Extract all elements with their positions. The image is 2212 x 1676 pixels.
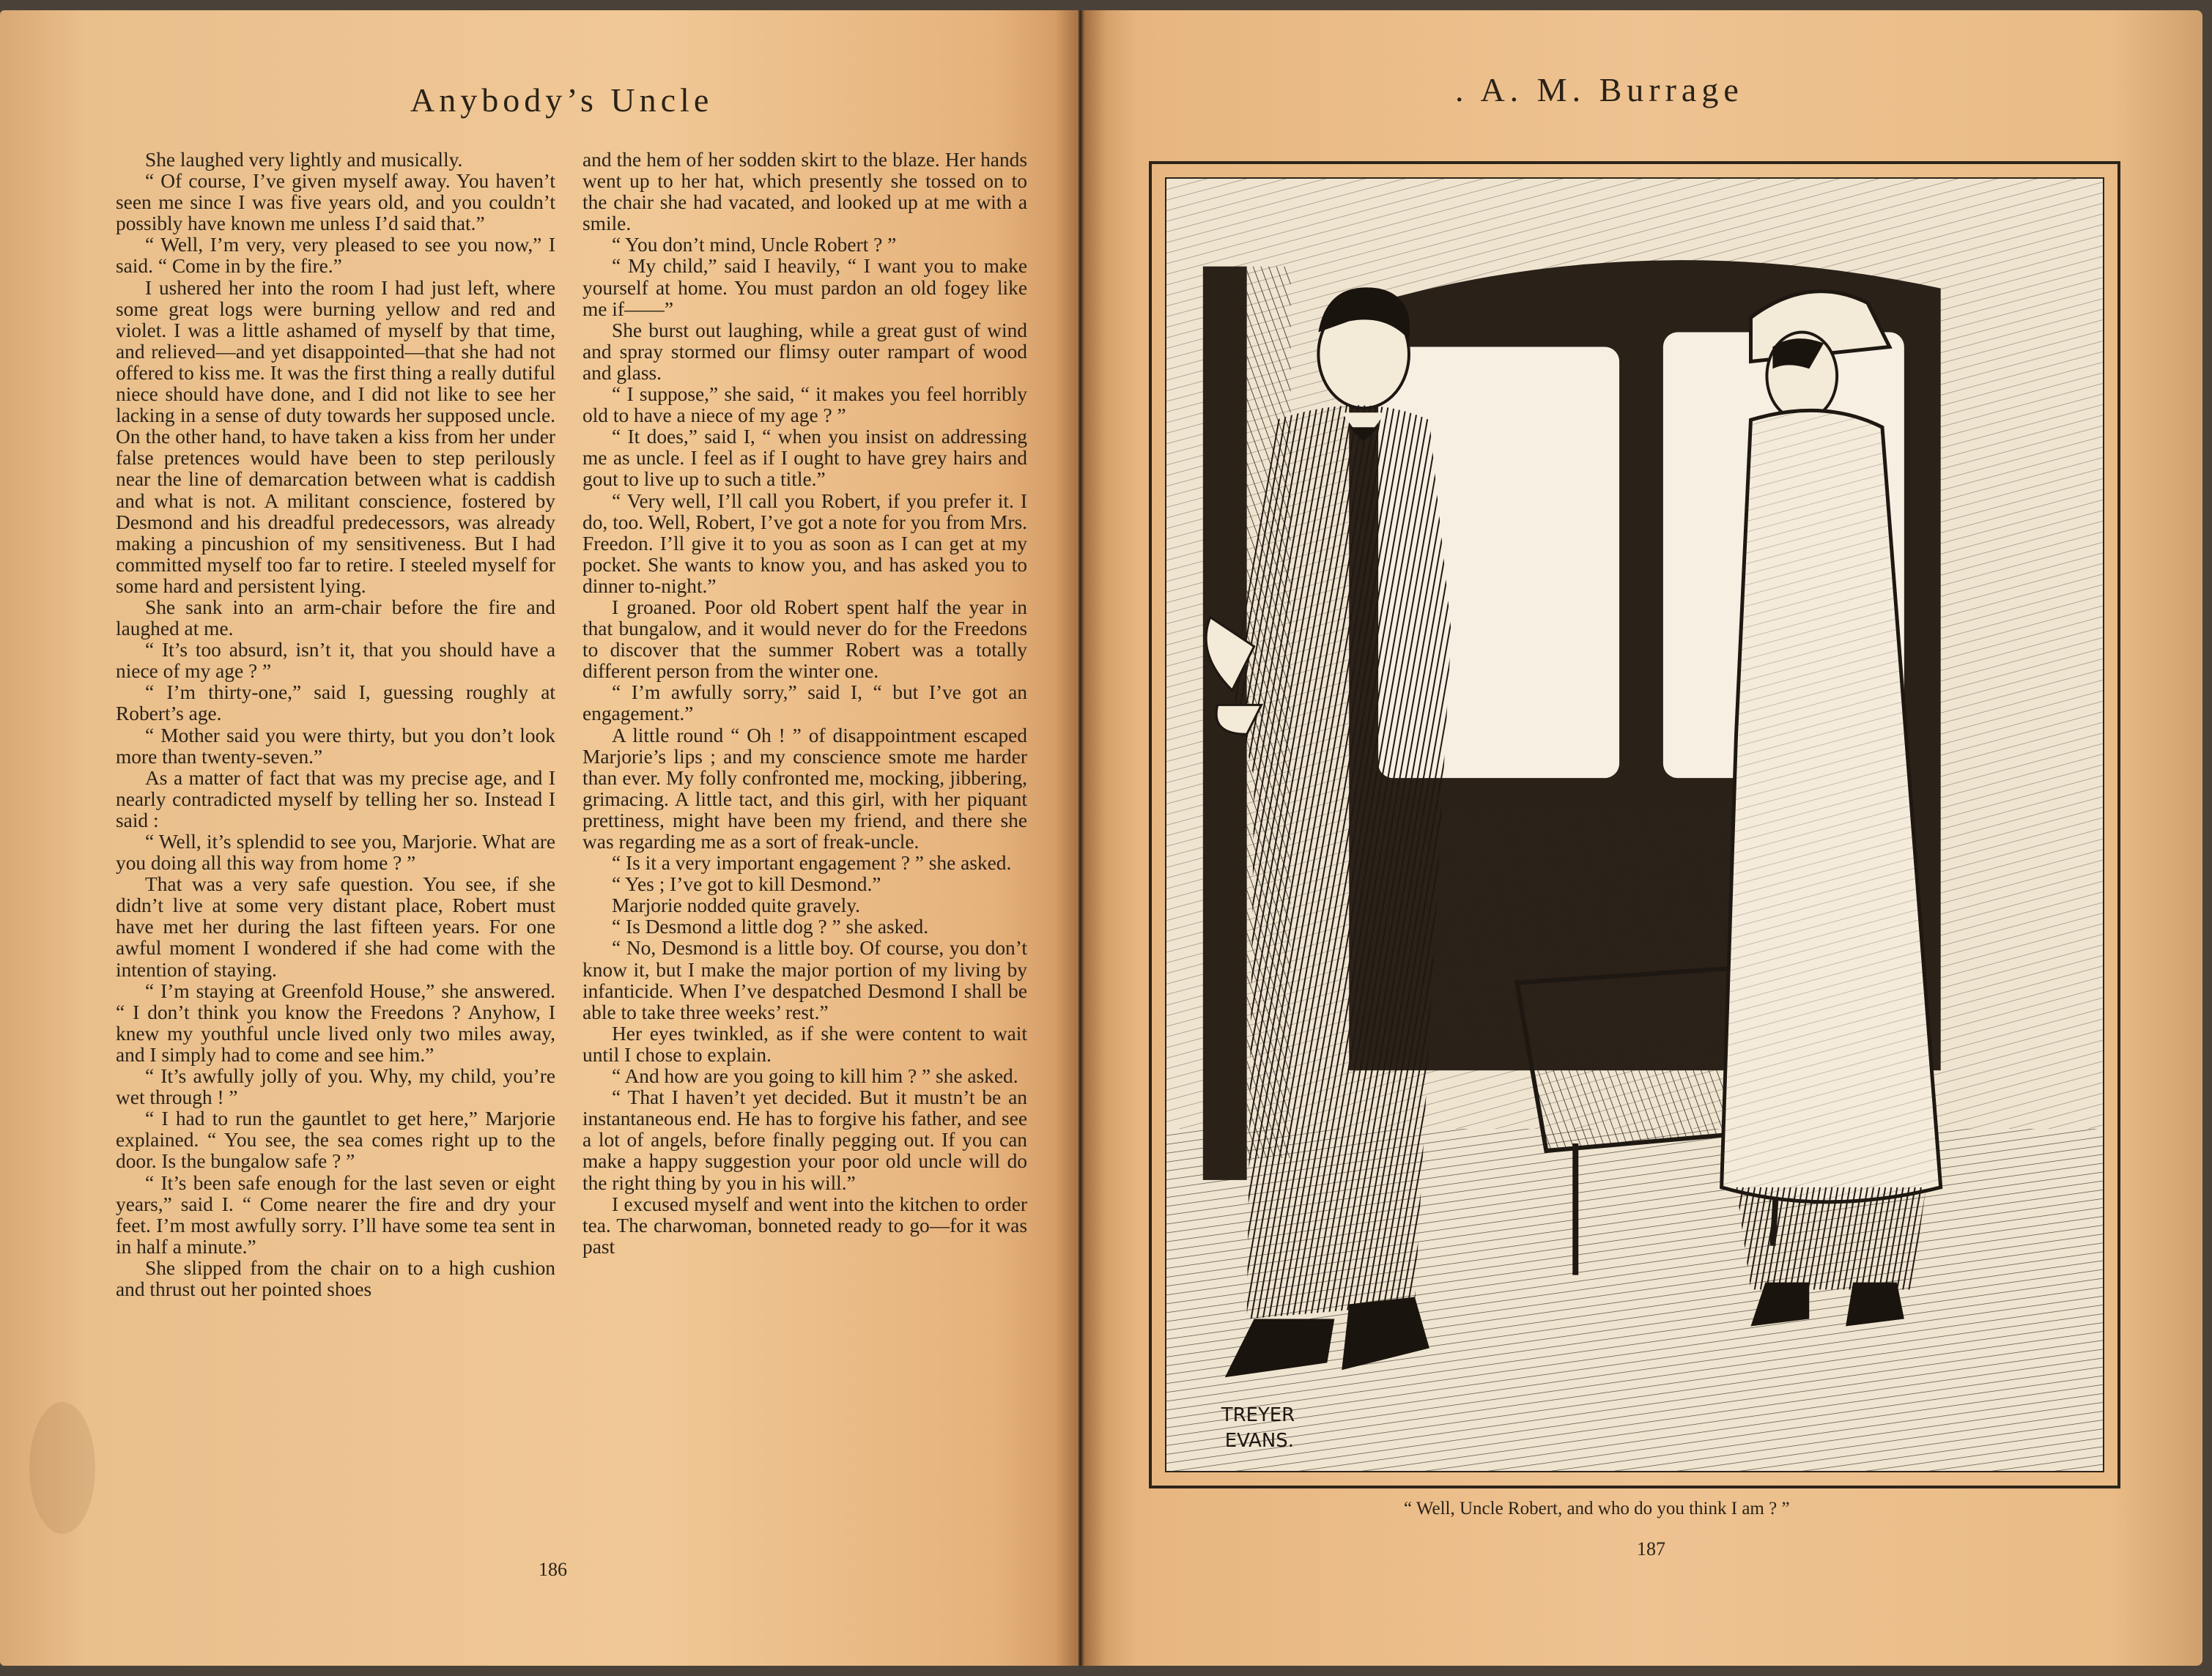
paragraph-continuation: and the hem of her sodden skirt to the blaze. Her hands went up to her hat, which presently she tossed on to the chair she had vacated, and looked up at me with a smile. xyxy=(582,149,1027,235)
running-head-left: Anybody’s Uncle xyxy=(410,81,714,119)
illustration-caption: “ Well, Uncle Robert, and who do you think I am ? ” xyxy=(1404,1499,1790,1519)
paragraph: As a matter of fact that was my precise age, and I nearly contradicted myself by telling her so. Instead I said : xyxy=(116,766,555,831)
paragraph: “ I’m thirty-one,” said I, guessing roughly at Robert’s age. xyxy=(116,681,555,725)
illustration-drawing xyxy=(1166,179,2103,1471)
paragraph: She burst out laughing, while a great gust of wind and spray stormed our flimsy outer rampart of wood and glass. xyxy=(582,319,1027,384)
illustration-frame xyxy=(1149,161,2120,1488)
paragraph: “ Of course, I’ve given myself away. You haven’t seen me since I was five years old, and you couldn’t possibly have known me unless I’d said that.” xyxy=(116,170,555,235)
paragraph: That was a very safe question. You see, if she didn’t live at some very distant place, Robert must have met her during the last fifteen years. For one awful moment I wondered if she had come with the intention of staying. xyxy=(116,873,555,981)
paragraph: “ I suppose,” she said, “ it makes you feel horribly old to have a niece of my age ? ” xyxy=(582,383,1027,427)
paper-stain xyxy=(29,1402,95,1534)
paragraph: “ Is Desmond a little dog ? ” she asked. xyxy=(612,916,929,938)
paragraph: She slipped from the chair on to a high cushion and thrust out her pointed shoes xyxy=(116,1256,555,1300)
artist-signature-line1: TREYER xyxy=(1221,1404,1295,1427)
paragraph: “ That I haven’t yet decided. But it mustn’t be an instantaneous end. He has to forgive his father, and see a lot of angels, before finally pegging out. If you can make a happy suggestion your poor old uncle will do the right thing by you in his will.” xyxy=(582,1086,1027,1194)
paragraph: “ I’m staying at Greenfold House,” she answered. “ I don’t think you know the Freedons ? Anyhow, I knew my youthful uncle lived only two miles away, and I simply had to come and see him.” xyxy=(116,979,555,1066)
running-head-right: . A. M. Burrage xyxy=(1455,71,1744,108)
left-page xyxy=(0,10,1079,1666)
paragraph: I ushered her into the room I had just left, where some great logs were burning yellow and red and violet. I was a little ashamed of myself by that time, and relieved—and yet disappointed—that she had not offered to kiss me. It was the first thing a really dutiful niece should have done, and I did not like to see her lacking in a sense of duty towards her supposed uncle. On the other hand, to have taken a kiss from her under false pretences would have been to step perilously near the line of demarcation between what is caddish and what is not. A militant conscience, fostered by Desmond and his dreadful predecessors, was already making a pincushion of my sensitiveness. But I had committed myself too far to retire. I steeled myself for some hard and persistent lying. xyxy=(116,276,555,597)
paragraph: “ Mother said you were thirty, but you don’t look more than twenty-seven.” xyxy=(116,724,555,768)
paragraph: “ I had to run the gauntlet to get here,” Marjorie explained. “ You see, the sea comes right up to the door. Is the bungalow safe ? ” xyxy=(116,1108,555,1173)
text-column-b xyxy=(582,149,1027,1258)
paragraph: “ Well, it’s splendid to see you, Marjorie. What are you doing all this way from home ? ” xyxy=(116,831,555,875)
paragraph: “ It does,” said I, “ when you insist on addressing me as uncle. I feel as if I ought to have grey hairs and gout to live up to such a title.” xyxy=(582,426,1027,491)
paragraph: “ It’s too absurd, isn’t it, that you should have a niece of my age ? ” xyxy=(116,639,555,683)
paragraph: “ It’s awfully jolly of you. Why, my child, you’re wet through ! ” xyxy=(116,1065,555,1109)
paragraph: I excused myself and went into the kitchen to order tea. The charwoman, bonneted ready to go—for it was past xyxy=(582,1193,1027,1258)
paragraph: “ I’m awfully sorry,” said I, “ but I’ve got an engagement.” xyxy=(582,681,1027,725)
illustration xyxy=(1165,177,2104,1472)
artist-signature-line2: EVANS. xyxy=(1224,1430,1294,1453)
paragraph: “ Yes ; I’ve got to kill Desmond.” xyxy=(612,873,881,896)
text-column-a xyxy=(116,149,555,1300)
paragraph: She laughed very lightly and musically. xyxy=(145,149,463,171)
paragraph: Marjorie nodded quite gravely. xyxy=(612,894,860,917)
page-number-left: 186 xyxy=(539,1559,567,1580)
paragraph: “ Well, I’m very, very pleased to see you now,” I said. “ Come in by the fire.” xyxy=(116,234,555,278)
paragraph: “ Is it a very important engagement ? ” she asked. xyxy=(612,852,1012,875)
page-number-right: 187 xyxy=(1637,1538,1665,1560)
paragraph: “ You don’t mind, Uncle Robert ? ” xyxy=(612,234,897,256)
paragraph: “ My child,” said I heavily, “ I want you to make yourself at home. You must pardon an old fogey like me if——” xyxy=(582,255,1027,320)
paragraph: Her eyes twinkled, as if she were content to wait until I chose to explain. xyxy=(582,1022,1027,1066)
paragraph: I groaned. Poor old Robert spent half the year in that bungalow, and it would never do for the Freedons to discover that the summer Robert was a totally different person from the winter one. xyxy=(582,596,1027,683)
paragraph: She sank into an arm-chair before the fire and laughed at me. xyxy=(116,596,555,640)
right-page xyxy=(1081,10,2202,1666)
paragraph: “ Very well, I’ll call you Robert, if you prefer it. I do, too. Well, Robert, I’ve got a note for you from Mrs. Freedon. I’ll give it to you as soon as I can get at my pocket. She wants to know you, and has asked you to dinner to-night.” xyxy=(582,489,1027,597)
paragraph: “ And how are you going to kill him ? ” she asked. xyxy=(612,1065,1018,1088)
paragraph: “ No, Desmond is a little boy. Of course, you don’t know it, but I make the major portion of my living by infanticide. When I’ve despatched Desmond I shall be able to take three weeks’ rest.” xyxy=(582,937,1027,1023)
paragraph: A little round “ Oh ! ” of disappointment escaped Marjorie’s lips ; and my conscience smote me harder than ever. My folly confronted me, mocking, jibbering, grimacing. A little tact, and this girl, with her piquant prettiness, might have been my friend, and there she was regarding me as a sort of freak-uncle. xyxy=(582,724,1027,853)
paragraph: “ It’s been safe enough for the last seven or eight years,” said I. “ Come nearer the fire and dry your feet. I’m most awfully sorry. I’ll have some tea sent in in half a minute.” xyxy=(116,1171,555,1258)
